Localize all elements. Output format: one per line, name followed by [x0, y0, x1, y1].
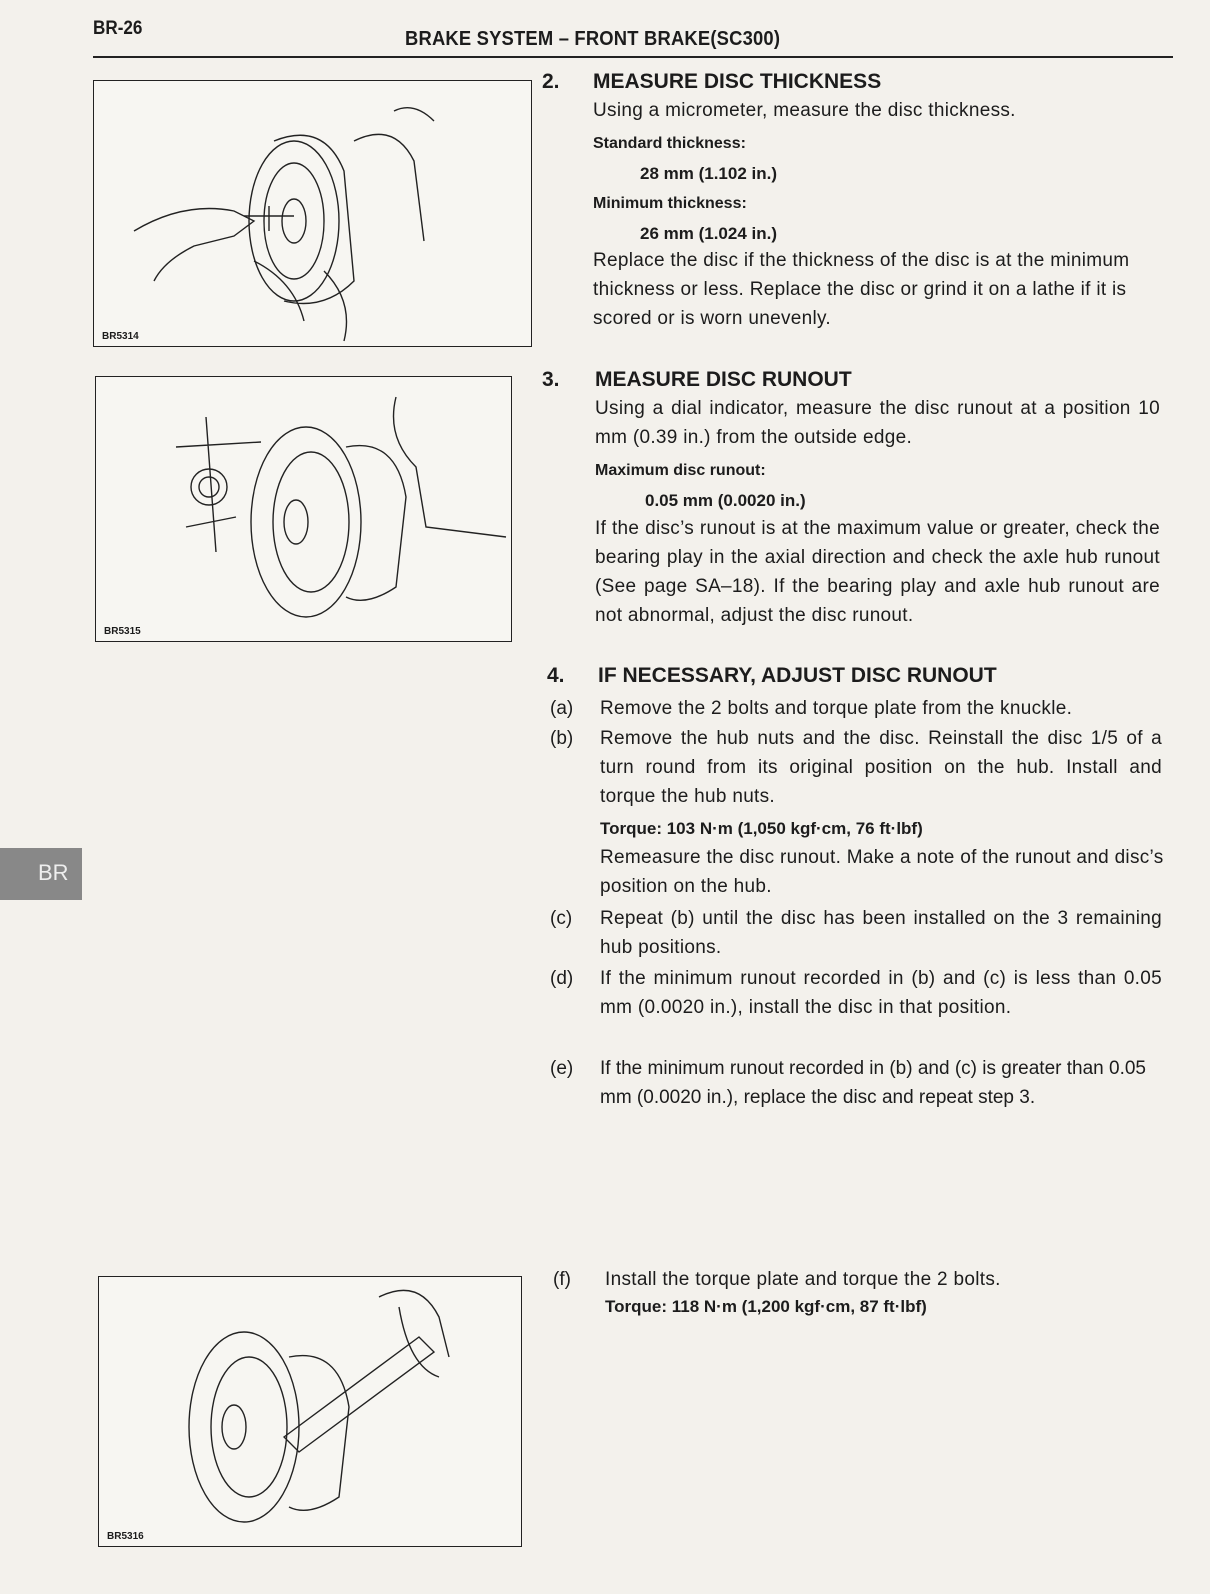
torque-spec: Torque: 118 N·m (1,200 kgf·cm, 87 ft·lbf): [605, 1297, 927, 1316]
step-note: If the disc’s runout is at the maximum value or greater, check the bearing play in the axial direction and check the axle hub runout (See page SA–18). If the bearing play and axle hub runout are not abnormal, adjust the disc runout.: [595, 518, 1160, 626]
section-tab-label: BR: [38, 860, 69, 885]
step-number: 4.: [547, 664, 565, 687]
spec-value: 28 mm (1.102 in.): [640, 164, 778, 183]
substep-label: (b): [550, 728, 574, 749]
micrometer-illustration: [94, 81, 531, 346]
substep-note: Remeasure the disc runout. Make a note of the runout and disc’s position on the hub.: [600, 847, 1164, 897]
substep-text: If the minimum runout recorded in (b) and (c) is greater than 0.05 mm (0.0020 in.), replace the disc and repeat step 3.: [600, 1058, 1146, 1108]
substep-label: (a): [550, 698, 574, 719]
substep-text: Remove the 2 bolts and torque plate from the knuckle.: [600, 698, 1073, 719]
substep-label: (d): [550, 968, 574, 989]
step-heading: MEASURE DISC RUNOUT: [595, 368, 852, 391]
figure-label: BR5316: [107, 1531, 144, 1542]
substep-label: (f): [553, 1269, 571, 1290]
figure-torque-wrench: [98, 1276, 522, 1547]
substep-text: Install the torque plate and torque the 2 bolts.: [605, 1269, 1001, 1290]
step-heading: IF NECESSARY, ADJUST DISC RUNOUT: [598, 664, 997, 687]
dial-indicator-illustration: [96, 377, 511, 641]
substep-text: Remove the hub nuts and the disc. Reinstall the disc 1/5 of a turn round from its original position on the hub. Install and torque the hub nuts.: [600, 728, 1162, 807]
torque-wrench-illustration: [99, 1277, 521, 1546]
figure-dial-indicator: [95, 376, 512, 642]
substep-text: If the minimum runout recorded in (b) and (c) is less than 0.05 mm (0.0020 in.), install the disc in that position.: [600, 968, 1162, 1018]
step-text: Using a dial indicator, measure the disc runout at a position 10 mm (0.39 in.) from the outside edge.: [595, 398, 1160, 448]
figure-label: BR5315: [104, 626, 141, 637]
figure-label: BR5314: [102, 331, 139, 342]
spec-label: Minimum thickness:: [593, 195, 747, 212]
torque-spec: Torque: 103 N·m (1,050 kgf·cm, 76 ft·lbf): [600, 819, 923, 838]
page-header-title: BRAKE SYSTEM – FRONT BRAKE(SC300): [405, 28, 781, 50]
spec-value: 0.05 mm (0.0020 in.): [645, 491, 806, 510]
spec-label: Standard thickness:: [593, 135, 746, 152]
step-note: Replace the disc if the thickness of the disc is at the minimum thickness or less. Replace the disc or grind it on a lathe if it is scored or is worn unevenly.: [593, 250, 1130, 329]
step-number: 3.: [542, 368, 560, 391]
substep-label: (c): [550, 908, 573, 929]
page-number: BR-26: [93, 18, 143, 39]
step-heading: MEASURE DISC THICKNESS: [593, 70, 882, 93]
substep-text: Repeat (b) until the disc has been installed on the 3 remaining hub positions.: [600, 908, 1162, 958]
step-number: 2.: [542, 70, 560, 93]
header-rule: [93, 56, 1173, 58]
substep-label: (e): [550, 1058, 574, 1079]
spec-value: 26 mm (1.024 in.): [640, 224, 778, 243]
figure-micrometer: [93, 80, 532, 347]
section-tab: [0, 848, 82, 900]
spec-label: Maximum disc runout:: [595, 462, 766, 479]
step-text: Using a micrometer, measure the disc thickness.: [593, 100, 1016, 121]
